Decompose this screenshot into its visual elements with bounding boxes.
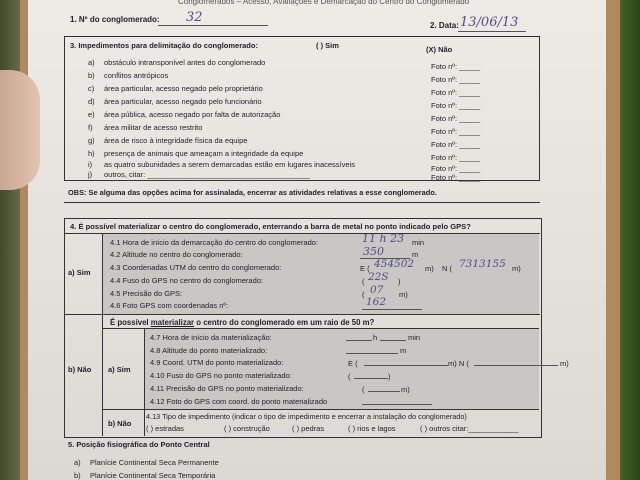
section4-title-rule bbox=[64, 233, 540, 234]
section4-b-b-nao-label[interactable]: b) Não bbox=[108, 419, 132, 428]
form-top-title: Conglomerados – Acesso, Avaliações e Demarcação do Centro do Conglomerado bbox=[178, 0, 470, 6]
list-item-text: área particular, acesso negado pelo funcionário bbox=[104, 97, 262, 106]
section3-obs: OBS: Se alguma das opções acima for assinalada, encerrar as atividades relativas a esse conglomerado. bbox=[68, 188, 437, 197]
list-item-text[interactable]: Planície Continental Seca Temporária bbox=[90, 471, 216, 480]
gps-photo-line bbox=[362, 309, 422, 310]
list-item-text: área particular, acesso negado pelo proprietário bbox=[104, 84, 263, 93]
mat-photo-label: 4.12 Foto do GPS com coord. do ponto materializado bbox=[150, 397, 328, 406]
list-item-text[interactable]: outros, citar: _______________________________________ bbox=[104, 170, 311, 179]
impediment-type-text: 4.13 Tipo de impedimento (indicar o tipo de impedimento e encerrar a instalação do conglomerado) bbox=[146, 412, 467, 421]
list-item-text: obstáculo intransponível antes do conglomerado bbox=[104, 58, 266, 67]
start-time-unit: min bbox=[412, 238, 425, 247]
conglomerado-number-label: 1. Nº do conglomerado: bbox=[70, 15, 160, 24]
form-sheet bbox=[28, 0, 606, 480]
list-item-text: presença de animais que ameaçam a integridade da equipe bbox=[104, 149, 304, 158]
list-item-letter: c) bbox=[88, 84, 95, 93]
option-rios-lagos[interactable]: ( ) rios e lagos bbox=[348, 424, 396, 433]
date-label: 2. Data: bbox=[430, 21, 459, 30]
list-item-foto[interactable]: Foto nº: _____ bbox=[431, 75, 481, 84]
list-item-foto[interactable]: Foto nº: _____ bbox=[431, 164, 481, 173]
mat-time-min-line bbox=[380, 340, 406, 341]
mat-zone-label: 4.10 Fuso do GPS no ponto materializado: bbox=[150, 371, 292, 380]
list-item-text: conflitos antrópicos bbox=[104, 71, 169, 80]
mat-utm-mid: m) N ( bbox=[448, 359, 469, 368]
mat-time-hour-line bbox=[346, 340, 372, 341]
altitude-label: 4.2 Altitude no centro do conglomerado: bbox=[110, 250, 243, 259]
mat-photo-line[interactable] bbox=[362, 404, 432, 405]
conglomerado-number-value[interactable]: 32 bbox=[186, 10, 203, 25]
list-item-text: as quatro subunidades a serem demarcadas estão em lugares inacessíveis bbox=[104, 160, 355, 169]
section3-obs-rule bbox=[64, 202, 540, 203]
mat-zone-line[interactable] bbox=[354, 378, 388, 379]
list-item-letter: b) bbox=[74, 471, 81, 480]
list-item-letter: i) bbox=[88, 160, 93, 169]
date-value[interactable]: 13/06/13 bbox=[460, 15, 519, 30]
list-item-text: área militar de acesso restrito bbox=[104, 123, 203, 132]
list-item-letter: a) bbox=[74, 458, 81, 467]
section4-b-divider bbox=[144, 328, 145, 436]
list-item-letter: d) bbox=[88, 97, 95, 106]
materialize-question: É possível materializar o centro do conglomerado em um raio de 50 m? bbox=[110, 318, 375, 327]
mat-utm-end: m) bbox=[560, 359, 569, 368]
utm-n-prefix: N ( bbox=[442, 264, 452, 273]
mat-time-label: 4.7 Hora de início da materialização: bbox=[150, 333, 272, 342]
section4-b-rule bbox=[102, 409, 539, 410]
mat-time-hour-mark: h bbox=[373, 333, 378, 342]
section4-title: 4. É possível materializar o centro do conglomerado, enterrando a barra de metal no ponto indicado pelo GPS? bbox=[70, 222, 471, 231]
list-item-foto[interactable]: Foto nº: _____ bbox=[431, 88, 481, 97]
mat-precision-close: m) bbox=[401, 385, 410, 394]
list-item-letter: g) bbox=[88, 136, 95, 145]
gps-photo-label: 4.6 Foto GPS com coordenadas nº: bbox=[110, 301, 229, 310]
list-item-letter: j) bbox=[88, 170, 93, 179]
gps-precision-value[interactable]: 07 bbox=[370, 284, 384, 296]
utm-n-suffix: m) bbox=[512, 264, 521, 273]
list-item-letter: f) bbox=[88, 123, 93, 132]
utm-n-value[interactable]: 7313155 bbox=[459, 258, 506, 270]
option-outros[interactable]: ( ) outros citar:____________ bbox=[420, 424, 519, 433]
gps-photo-value[interactable]: 162 bbox=[366, 296, 387, 308]
gps-zone-label: 4.4 Fuso do GPS no centro do conglomerado: bbox=[110, 276, 264, 285]
option-construcao[interactable]: ( ) construção bbox=[224, 424, 270, 433]
list-item-foto[interactable]: Foto nº: _____ bbox=[431, 114, 481, 123]
gps-precision-label: 4.5 Precisão do GPS: bbox=[110, 289, 183, 298]
section4-a-sim-label[interactable]: a) Sim bbox=[68, 268, 91, 277]
section4-b-a-sim-label[interactable]: a) Sim bbox=[108, 365, 131, 374]
mat-altitude-unit: m bbox=[400, 346, 407, 355]
list-item-letter: b) bbox=[88, 71, 95, 80]
list-item-text[interactable]: Planície Continental Seca Permanente bbox=[90, 458, 219, 467]
mat-altitude-line bbox=[346, 353, 398, 354]
section5-title: 5. Posição fisiográfica do Ponto Central bbox=[68, 440, 210, 449]
section3-sim-option[interactable]: ( ) Sim bbox=[316, 41, 339, 50]
mat-precision-open: ( bbox=[362, 385, 365, 394]
mat-altitude-label: 4.8 Altitude do ponto materializado: bbox=[150, 346, 268, 355]
date-line bbox=[458, 31, 526, 32]
gps-precision-suffix: m) bbox=[399, 290, 408, 299]
list-item-foto[interactable]: Foto nº: _____ bbox=[431, 140, 481, 149]
section3-nao-option[interactable]: (X) Não bbox=[426, 45, 453, 54]
gps-zone-prefix: ( bbox=[362, 277, 365, 286]
section3-title: 3. Impedimentos para delimitação do conglomerado: bbox=[70, 41, 258, 50]
start-time-value[interactable]: 11 h 23 bbox=[362, 232, 405, 245]
utm-e-suffix: m) bbox=[425, 264, 434, 273]
mat-time-unit: min bbox=[408, 333, 421, 342]
list-item-foto[interactable]: Foto nº: _____ bbox=[431, 153, 481, 162]
list-item-text: área de risco à integridade física da equipe bbox=[104, 136, 248, 145]
gps-zone-suffix: ) bbox=[398, 277, 401, 286]
utm-e-value[interactable]: 454502 bbox=[374, 258, 415, 270]
start-time-label: 4.1 Hora de início da demarcação do centro do conglomerado: bbox=[110, 238, 319, 247]
mat-zone-open: ( bbox=[348, 372, 351, 381]
list-item-letter: a) bbox=[88, 58, 95, 67]
utm-label: 4.3 Coordenadas UTM do centro do conglomerado: bbox=[110, 263, 282, 272]
mat-precision-line[interactable] bbox=[368, 391, 400, 392]
mat-utm-e-line[interactable] bbox=[364, 365, 448, 366]
mat-utm-label: 4.9 Coord. UTM do ponto materializado: bbox=[150, 358, 284, 367]
altitude-unit: m bbox=[412, 250, 419, 259]
mat-utm-e: E ( bbox=[348, 359, 358, 368]
mat-precision-label: 4.11 Precisão do GPS no ponto materializado: bbox=[150, 384, 304, 393]
thumb bbox=[0, 70, 40, 190]
section4-a-rule bbox=[64, 314, 540, 315]
list-item-foto[interactable]: Foto nº: _____ bbox=[431, 101, 481, 110]
mat-zone-close: ) bbox=[388, 372, 391, 381]
list-item-foto[interactable]: Foto nº: _____ bbox=[431, 173, 481, 182]
section4-left-divider bbox=[102, 233, 103, 436]
list-item-foto[interactable]: Foto nº: _____ bbox=[431, 127, 481, 136]
list-item-text: área pública, acesso negado por falta de autorização bbox=[104, 110, 281, 119]
utm-e-prefix: E ( bbox=[360, 264, 370, 273]
option-pedras[interactable]: ( ) pedras bbox=[292, 424, 325, 433]
conglomerado-number-line bbox=[158, 25, 268, 26]
gps-precision-prefix: ( bbox=[362, 290, 365, 299]
section4-b-nao-label[interactable]: b) Não bbox=[68, 365, 92, 374]
list-item-foto[interactable]: Foto nº: _____ bbox=[431, 62, 481, 71]
mat-utm-n-line[interactable] bbox=[474, 365, 558, 366]
option-estradas[interactable]: ( ) estradas bbox=[146, 424, 184, 433]
gps-zone-value[interactable]: 22S bbox=[368, 271, 389, 283]
list-item-letter: h) bbox=[88, 149, 95, 158]
altitude-value[interactable]: 350 bbox=[363, 245, 384, 258]
list-item-letter: e) bbox=[88, 110, 95, 119]
